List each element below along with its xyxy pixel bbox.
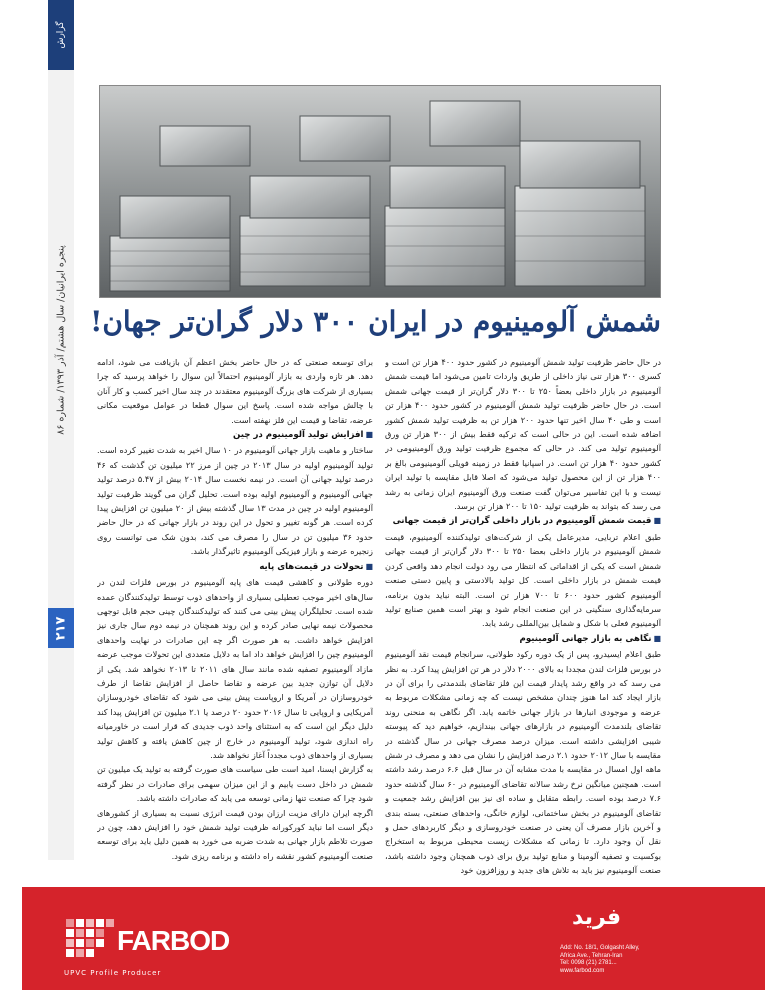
paragraph: به گزارش ایسنا، امید است طی سیاست های صورت گرفته به تولید یک میلیون تن شمش در داخل دست یابیم و از این میزان سهمی برای صادرات در نظر گرفته شود چرا که صنعت تنها زمانی توسعه می یابد که صادرات داشته باشد. [97, 764, 373, 804]
subheading: ■ قیمت شمش آلومینیوم در بازار داخلی گران‌تر از قیمت جهانی [385, 514, 661, 528]
section-tab [48, 0, 74, 70]
aluminium-ingots-photo [99, 85, 661, 298]
page-number-label: ۲۱۷ [53, 616, 69, 640]
address-line: Add: No. 18/1, Golgasht Alley, [560, 945, 640, 951]
paragraph: دوره طولانی و کاهشی قیمت های پایه آلومینیوم در بورس فلزات لندن در سال‌های اخیر موجب تعطیلی بسیاری از واحدهای ذوب توسط تولیدکنندگان عمده شده است. تحلیلگران پیش بینی می کنند که تولیدکنندگان چینی حجم قابل توجهی محصولات نیمه نهایی صادر کرده و این روند همچنان در نیمه دوم سال جاری نیز افزایش خواهد داشت. به هر صورت اگر چه این صادرات در نهایت واحدهای آلومینیوم چین را افزایش خواهد داد اما به دلایل متعددی این تحولات موجب عرضه مازاد آلومینیوم تصفیه شده مانند سال های ۲۰۱۱ تا ۲۰۱۳ نخواهد شد. یکی از دلایل آن توازن جدید بین عرضه و تقاضا حاصل از افزایش تقاضا از طرف خودروسازان در آمریکا و اروپاست پیش بینی می شود که تقاضای خودروسازان آمریکایی و اروپایی تا سال ۲۰۱۶ حدود ۲۰ درصد یا ۲.۱ میلیون تن افزایش پیدا کند دلیل دیگر این است که به استثنای واحد ذوب جدیدی که قرار است در خاورمیانه راه اندازی شود، تولید آلومینیوم در خارج از چین کاهش یافته و کاهش تولید بسیاری از واحدهای ذوب مجدداً آغاز نخواهد شد. [97, 577, 373, 760]
subheading: ■ تحولات در قیمت‌های پایه [97, 560, 373, 574]
paragraph: برای توسعه صنعتی که در حال حاضر بخش اعظم آن بازیافت می شود، ادامه دهد. هر تازه واردی به بازار آلومینیوم احتمالاً این سوال را خواهد پرسید که چرا بسیاری از شرکت های بزرگ آلومینیوم معتقدند در چند سال اخیر کسب و کار آنان با چالش مواجه شده است. پاسخ این سوال قطعا در عوامل موقعیت مکانی عرضه، تقاضا و قیمت این فلز نهفته است. [97, 357, 373, 425]
article-column-right [385, 355, 661, 885]
section-tab-label: گزارش [56, 21, 66, 49]
paragraph: اگرچه ایران دارای مزیت ارزان بودن قیمت انرژی نسبت به بسیاری از کشورهای دیگر است اما نباید کورکورانه ظرفیت تولید شمش خود را افزایش دهد، چون در صورت تلاطم بازار جهانی به شدت ضربه می خورد به همین دلیل باید برای توسعه صنعت آلومینیوم کشور نقشه راه داشته و برنامه ریزی شود. [97, 807, 373, 861]
ingots-illustration [100, 86, 661, 298]
farbod-tagline: UPVC Profile Producer [64, 969, 162, 977]
issue-line: پنجره ایرانیان/ سال هشتم/ آذر ۱۳۹۳/ شماره ۸۶ [55, 245, 67, 435]
paragraph: طبق اعلام ایسیدرو، پس از یک دوره رکود طولانی، سرانجام قیمت نقد آلومینیوم در بورس فلزات لندن مجددا به بالای ۲۰۰۰ دلار در هر تن افزایش پیدا کرد. به نظر می رسد که در واقع رشد پایدار قیمت این فلز تقاضای بلندمدتی را برای آن در بازار ایجاد کند اما هنوز چندان مشخص نیست که چه زمانی مشکلات مربوط به عرضه و موجودی انبارها در بازار جهانی خاتمه یابد. اگر نگاهی به منحنی روند تقاضای بلندمدت آلومینیوم در بازارهای جهانی بیندازیم، خواهیم دید که پیوسته شیبی افزایشی داشته است. میزان درصد مصرف جهانی در سال گذشته در مقایسه با سال ۲۰۱۲ حدود ۲.۱ درصد افزایش را نشان می دهد و مصرف در شش ماهه اول امسال در مقایسه با مدت مشابه آن در سال قبل ۶.۶ درصد رشد داشته است. همچنین میانگین نرخ رشد سالانه تقاضای آلومینیوم در ۶۰ سال گذشته حدود ۷.۶ درصد بوده است. رابطه متقابل و ساده ای نیز بین افزایش رشد جمعیت و تقاضای آلومینیوم در بخش ساختمانی، لوازم خانگی، واحدهای صنعتی، بسته بندی و آخرین بازار مصرف آن یعنی در صنعت خودروسازی و دیگر کاربردهای حمل و نقل آن وجود دارد. تا زمانی که مشکلات زیست محیطی مربوط به استخراج بوکسیت و تصفیه آلومینا و منابع تولید برق برای ذوب همچنان وجود داشته باشد، صنعت آلومینیوم نیز باید به تلاش های جدید و روزافزون خود [385, 649, 661, 876]
article-headline: شمش آلومینیوم در ایران ۳۰۰ دلار گران‌تر جهان! [90, 305, 661, 338]
paragraph: ساختار و ماهیت بازار جهانی آلومینیوم در ۱۰ سال اخیر به شدت تغییر کرده است. تولید آلومینیوم اولیه در سال ۲۰۱۳ در چین از مرز ۲۲ میلیون تن گذشت که ۴۶ درصد تولید جهانی آن است. در نیمه نخست سال ۲۰۱۴ بیش از ۵.۴۷ درصد تولید جهانی آلومینیوم و آلومینیوم اولیه بوده است. تحلیل گران می گویند ظرفیت تولید آلومینیوم اولیه در چین در مدت ۱۳ سال گذشته بیش از ۲۰ میلیون تن افزایش پیدا کرده است. هر گونه تغییر و تحول در این روند در بازار جهانی که در حال حاضر حدود ۳۶ میلیون تن در سال را مصرف می کند، بدون شک می توانست روی زنجیره عرضه و بازار فیزیکی آلومینیوم تاثیرگذار باشد. [97, 445, 373, 557]
paragraph: در حال حاضر ظرفیت تولید شمش آلومینیوم در کشور حدود ۴۰۰ هزار تن است و کسری ۳۰۰ هزار تنی نیاز داخلی از طریق واردات تامین می‌شود اما قیمت شمش آلومینیوم در بازار داخلی بعضاً ۲۵۰ تا ۳۰۰ دلار گران‌تر از قیمت جهانی شمش است. در حال حاضر ظرفیت تولید شمش آلومینیوم در کشور حدود ۴۰۰ هزار تن است و طی ۴۰ سال اخیر تنها حدود ۲۰۰ هزار تن به ظرفیت تولید شمش کشور اضافه شده است. این در حالی است که ترکیه فقط بیش از ۳۰۰ هزار تن ورق آلومینیوم تولید می کند. در حالی که مجموع ظرفیت تولید ورق آلومینیومی در کشور حدود ۴۰ هزار تن است. در اسپانیا فقط در زمینه فویلی آلومینیومی بالغ بر ۴۰۰ هزار تن از این محصول تولید می‌شود که اصلا قابل مقایسه با تولید ایران نیست و با این تفاسیر می‌توان گفت صنعت ورق آلومینیوم ایران زمانی به رشد می رسد که بتواند به ظرفیت تولید ۱۵۰ تا ۲۰۰ هزار تن برسد. [385, 357, 661, 512]
side-strip [48, 70, 74, 860]
phone-line: Tel: 0098 (21) 2781... [560, 960, 617, 966]
farbod-advertisement[interactable] [22, 887, 765, 990]
website-link[interactable]: www.farbod.com [560, 967, 605, 974]
paragraph: طبق اعلام تربایی، مدیرعامل یکی از شرکت‌های تولیدکننده آلومینیوم، قیمت شمش آلومینیوم در بازار داخلی بعضا ۲۵۰ تا ۳۰۰ دلار گران‌تر از قیمت جهانی شمش است که یکی از اقداماتی که انتظار می رود دولت انجام دهد واقعی کردن قیمت شمش در بازار داخلی است. کل تولید بالادستی و پایین دستی صنعت آلومینیوم کشور حدود ۶۰۰ تا ۷۰۰ هزار تن است. البته نباید بدون برنامه، سرمایه‌گذاری سنگینی در این صنعت انجام شود و بهتر است همین صنایع تولید آلومینیوم فعلی با شکل و شمایل بین‌المللی رشد یابد. [385, 531, 661, 629]
farbod-address [560, 945, 740, 975]
farbod-brand-name: FARBOD [117, 925, 230, 956]
subheading: ■ افزایش تولید آلومینیوم در چین [97, 428, 373, 442]
farbod-persian-logo: فرید [572, 905, 622, 930]
subheading: ■ نگاهی به بازار جهانی آلومینیوم [385, 632, 661, 646]
address-line: Africa Ave., Tehran-Iran [560, 952, 623, 959]
page-number [48, 608, 74, 648]
article-column-left [97, 355, 373, 885]
